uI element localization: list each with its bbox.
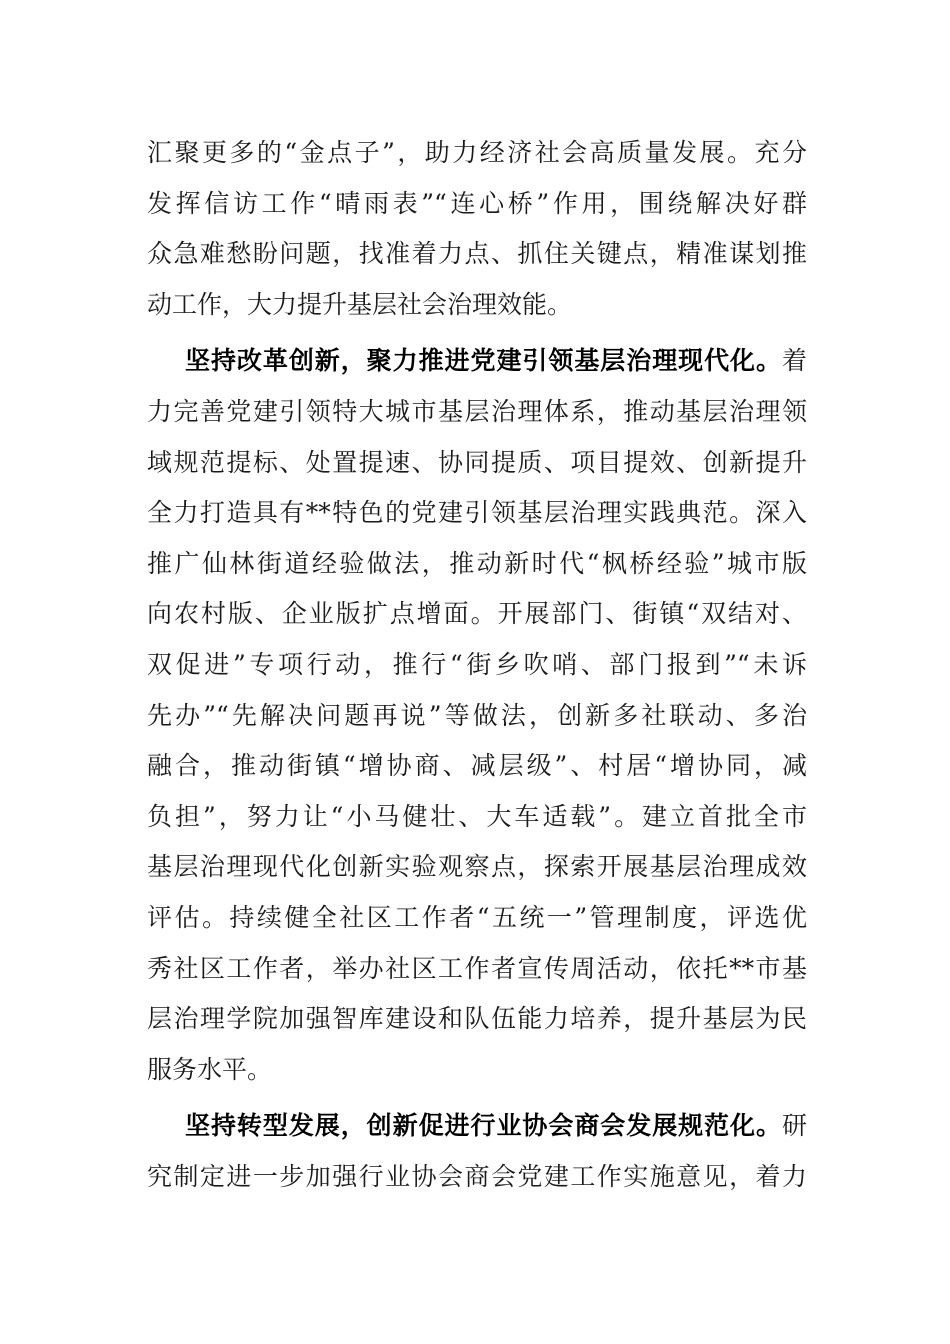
paragraph-2 [147,336,807,1095]
paragraph-first-line [147,336,807,387]
paragraph-line: 向农村版、企业版扩点增面。开展部门、街镇“双结对、 [147,599,807,629]
paragraph-line: 负担”，努力让“小马健壮、大车适载”。建立首批全市 [147,801,807,831]
paragraph-line: 发挥信访工作“晴雨表”“连心桥”作用，围绕解决好群 [147,188,807,218]
paragraph-line: 先办”“先解决问题再说”等做法，创新多社联动、多治 [147,700,807,730]
paragraph-heading: 坚持改革创新，聚力推进党建引领基层治理现代化。 [185,346,782,376]
paragraph-line: 汇聚更多的“金点子”，助力经济社会高质量发展。充分 [147,138,807,167]
paragraph-text: 着 [781,346,807,376]
paragraph-first-line [147,1101,807,1152]
paragraph-line: 服务水平。 [147,1054,273,1084]
paragraph-line: 融合，推动街镇“增协商、减层级”、村居“增协同，减 [147,751,807,781]
paragraph-line: 秀社区工作者，举办社区工作者宣传周活动，依托**市基 [147,953,807,983]
paragraph-heading: 坚持转型发展，创新促进行业协会商会发展规范化。 [185,1111,782,1141]
paragraph-text: 研 [781,1111,807,1141]
paragraph-line: 众急难愁盼问题，找准着力点、抓住关键点，精准谋划推 [147,239,807,269]
paragraph-line: 动工作，大力提升基层社会治理效能。 [147,289,573,319]
paragraph-line: 基层治理现代化创新实验观察点，探索开展基层治理成效 [147,852,807,882]
paragraph-line: 层治理学院加强智库建设和队伍能力培养，提升基层为民 [147,1004,807,1034]
paragraph-line: 评估。持续健全社区工作者“五统一”管理制度，评选优 [147,902,807,932]
document-body [147,128,807,1202]
paragraph-1 [147,128,807,330]
paragraph-line: 推广仙林街道经验做法，推动新时代“枫桥经验”城市版 [147,548,807,578]
paragraph-3 [147,1101,807,1202]
paragraph-line: 全力打造具有**特色的党建引领基层治理实践典范。深入 [147,498,807,528]
paragraph-line: 力完善党建引领特大城市基层治理体系，推动基层治理领 [147,396,807,426]
paragraph-line: 域规范提标、处置提速、协同提质、项目提效、创新提升 [147,447,807,477]
paragraph-line: 究制定进一步加强行业协会商会党建工作实施意见，着力 [147,1161,807,1191]
paragraph-line: 双促进”专项行动，推行“街乡吹哨、部门报到”“未诉 [147,649,807,679]
